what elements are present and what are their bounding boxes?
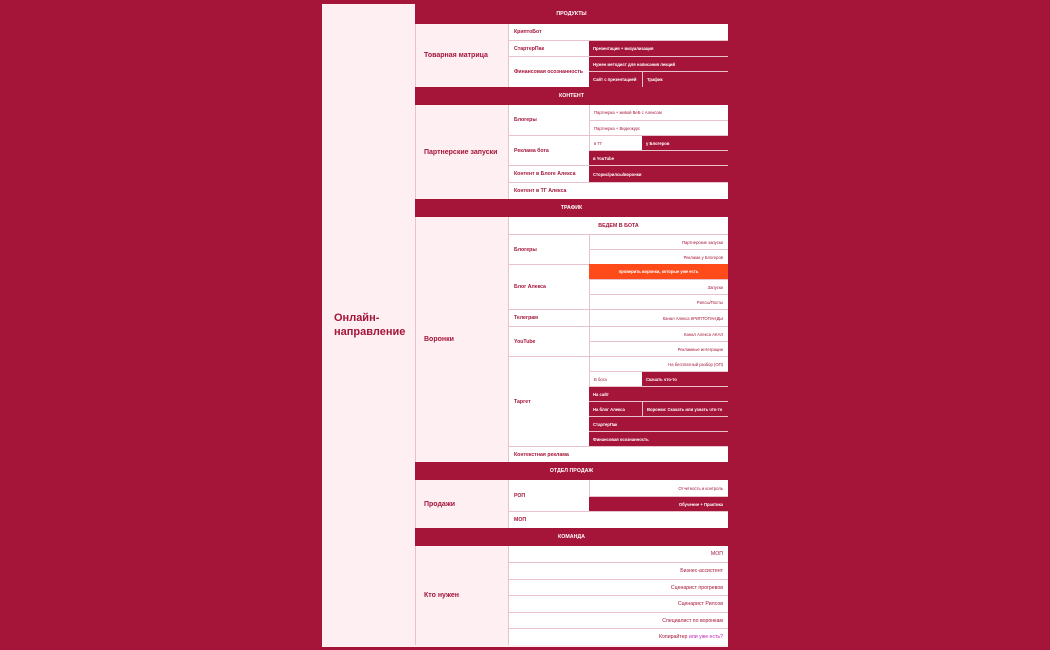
team-role[interactable]: Специалист по воронкам — [508, 612, 728, 628]
traffic-subheader: ВЕДЕМ В БОТА — [508, 217, 728, 234]
panel-bottom — [322, 645, 728, 647]
traffic-item[interactable]: Контекстная реклама — [508, 446, 728, 462]
content-label: Партнерские запуски — [415, 105, 508, 199]
product-item[interactable]: КриптоБот — [508, 24, 728, 40]
team-role[interactable]: Сценарист Рилсов — [508, 595, 728, 612]
traffic-note: Воронки: Скачать или узнать что-то — [642, 401, 728, 416]
traffic-note: Реклама у Блогеров — [589, 249, 728, 264]
copywriter-label: Копирайтер — [659, 634, 688, 640]
team-label: Кто нужен — [415, 546, 508, 645]
content-note: Сторис/рилсы/воронки — [589, 165, 728, 182]
content-note: Партнерка + живой ВеБ с Алексом — [589, 105, 728, 120]
traffic-label: Воронки — [415, 217, 508, 462]
traffic-item[interactable]: Блог Алекса — [508, 264, 589, 309]
traffic-note: Рекламные интеграции — [589, 341, 728, 356]
section-header-team: КОМАНДА — [415, 528, 728, 546]
section-header-sales: ОТДЕЛ ПРОДАЖ — [415, 462, 728, 480]
content-note: Партнерка + Видеокурс — [589, 120, 728, 135]
traffic-note: На блог Алекса — [589, 401, 642, 416]
traffic-item[interactable]: YouTube — [508, 326, 589, 356]
team-role[interactable]: Бизнес-ассистент — [508, 562, 728, 579]
traffic-note-highlight: проверить воронки, которые уже есть — [589, 264, 728, 279]
content-item[interactable]: Контент в Блоге Алекса — [508, 165, 589, 182]
traffic-note: На бесплатный разбор (ОП) — [589, 356, 728, 371]
traffic-note: Партнерские запуски — [589, 234, 728, 249]
content-item[interactable]: Контент в ТГ Алекса — [508, 182, 728, 199]
traffic-note: Канал Алекса КРИПТОПАНДЫ — [589, 309, 728, 326]
traffic-note: На сайт — [589, 386, 728, 401]
sales-label: Продажи — [415, 480, 508, 528]
product-note: Трафик — [642, 71, 728, 87]
traffic-note: Рилсы/Посты — [589, 294, 728, 309]
traffic-item[interactable]: Телеграм — [508, 309, 589, 326]
product-item[interactable]: СтартерПак — [508, 40, 589, 56]
team-role-copywriter[interactable] — [508, 628, 728, 645]
traffic-note: В бота — [589, 371, 642, 386]
traffic-item[interactable]: Таргет — [508, 356, 589, 446]
product-item[interactable]: Финансовая осознанность — [508, 56, 589, 87]
team-role[interactable]: Сценарист прогревов — [508, 579, 728, 595]
main-topic: Онлайн-направление — [334, 312, 406, 338]
content-note: в YouTube — [589, 150, 728, 165]
section-header-content: КОНТЕНТ — [415, 87, 728, 105]
traffic-note: СтартерПак — [589, 416, 728, 431]
traffic-note: Канал Алекса AKArt — [589, 326, 728, 341]
sales-note: Обучение + Практика — [589, 496, 728, 511]
traffic-note: Скачать что-то — [642, 371, 728, 386]
sales-item[interactable]: РОП — [508, 480, 589, 511]
content-note: в ТГ — [589, 135, 642, 150]
product-note: Сайт с презентацией — [589, 71, 642, 87]
traffic-note: Запуски — [589, 279, 728, 294]
traffic-note: Финансовая осознанность — [589, 431, 728, 446]
sales-note: Отчетность и контроль — [589, 480, 728, 496]
product-note: Презентация + визуализация — [589, 40, 728, 56]
team-role[interactable]: МОП — [508, 546, 728, 562]
products-label: Товарная матрица — [415, 24, 508, 87]
copywriter-note: или уже есть? — [688, 634, 723, 640]
section-header-products: ПРОДУКТЫ — [415, 4, 728, 24]
section-header-traffic: ТРАФИК — [415, 199, 728, 217]
traffic-item[interactable]: Блогеры — [508, 234, 589, 264]
content-item[interactable]: Блогеры — [508, 105, 589, 135]
content-note: у Блогеров — [642, 135, 728, 150]
sales-item[interactable]: МОП — [508, 511, 728, 528]
content-item[interactable]: Реклама бота — [508, 135, 589, 165]
product-note: Нужен методист для написания лекций — [589, 56, 728, 71]
